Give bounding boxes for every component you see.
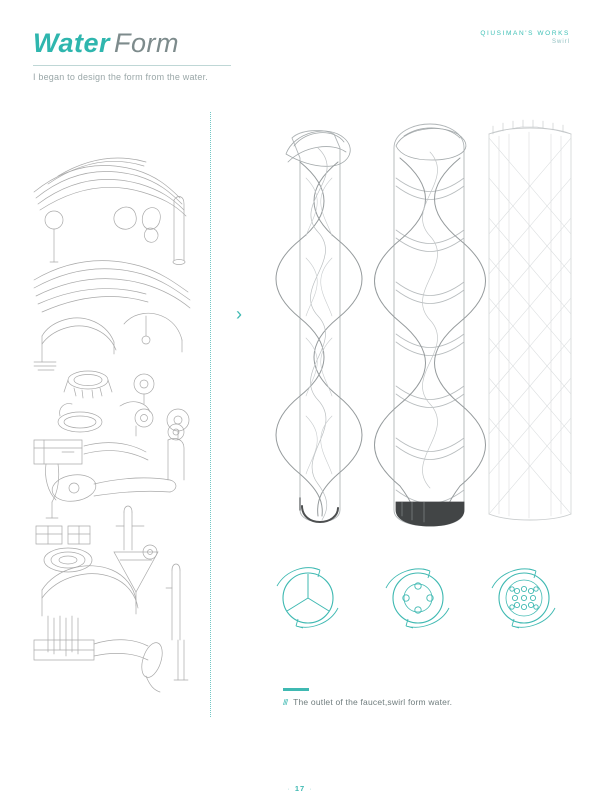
concept-sketch-panel (28, 140, 196, 715)
title-bold: Water (33, 28, 111, 58)
footer-dot-left: · (287, 784, 291, 793)
outlet-diagram-panel (272, 558, 572, 638)
title-text (33, 28, 231, 59)
brand-mark (480, 30, 570, 45)
flow-arrow-icon: › (236, 304, 242, 324)
vertical-divider (210, 112, 212, 717)
diagram-three-blade (277, 568, 338, 628)
caption-line (283, 697, 452, 707)
page-number: 17 (294, 784, 306, 793)
diagram-multi-hole (492, 569, 555, 628)
caption-body: The outlet of the faucet,swirl form water. (293, 697, 453, 707)
diagram-four-hole (386, 569, 449, 628)
title-divider (33, 65, 231, 66)
caption-marks: /// (283, 697, 288, 707)
faucet-render-panel (270, 118, 575, 538)
page-title (33, 28, 231, 82)
footer-dot-right: · (309, 784, 313, 793)
figure-caption (283, 688, 452, 707)
brand-name: QIUSIMAN'S WORKS (480, 30, 570, 37)
page-footer (0, 784, 600, 793)
brand-subtitle: Swirl (552, 39, 570, 45)
title-light: Form (114, 28, 180, 58)
caption-accent-bar (283, 688, 309, 691)
page-subtitle: I began to design the form from the water. (33, 72, 208, 82)
